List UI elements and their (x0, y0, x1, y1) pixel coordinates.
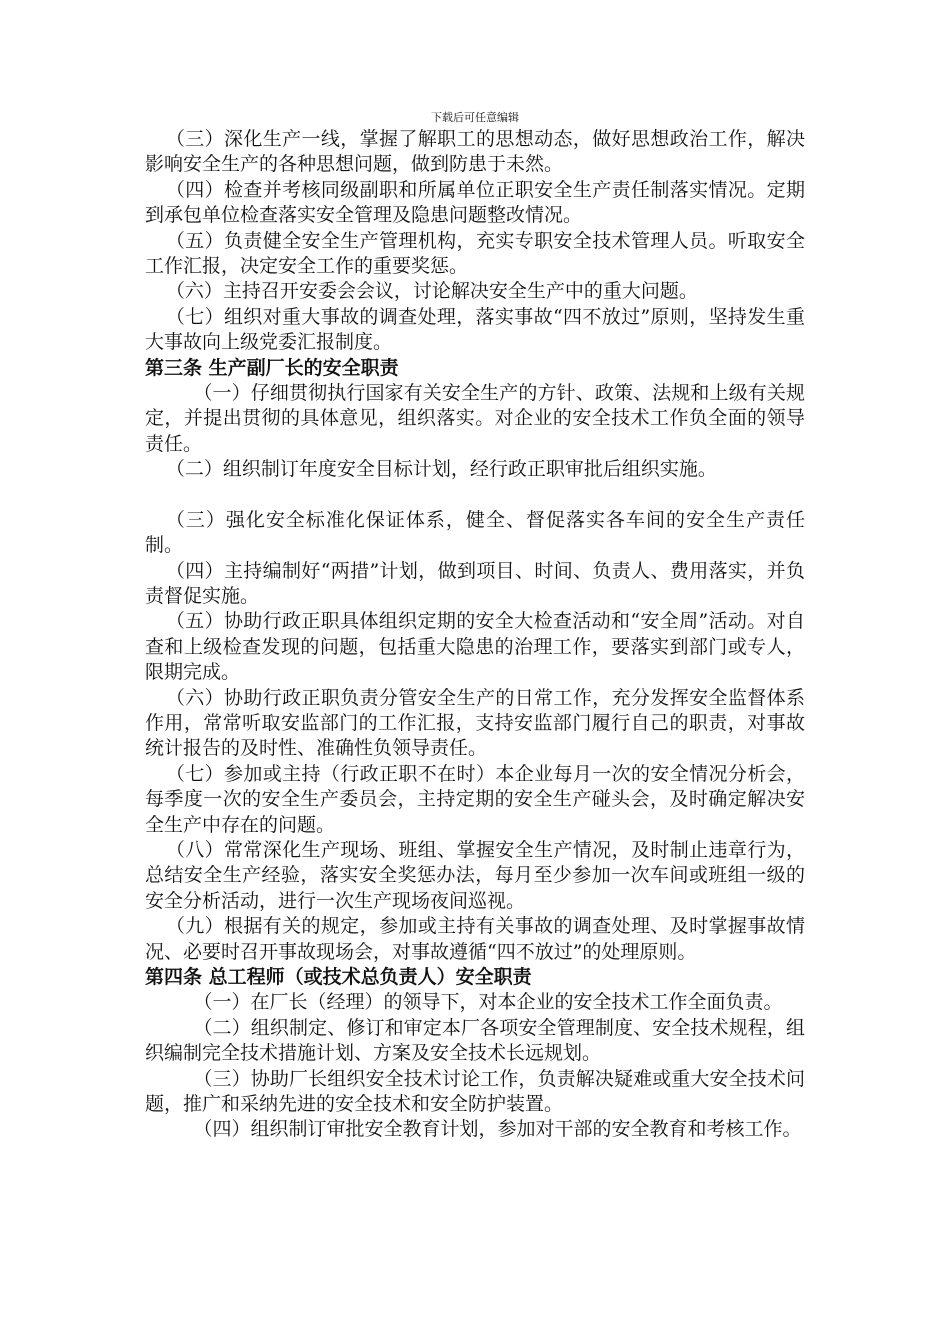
paragraph-4-4: （四）组织制订审批安全教育计划，参加对干部的安全教育和考核工作。 (193, 1118, 802, 1141)
header-note: 下载后可任意编辑 (431, 111, 519, 124)
paragraph-3-3: （三）强化安全标准化保证体系，健全、督促落实各车间的安全生产责任制。 (145, 508, 805, 557)
paragraph-3-8: （八）常常深化生产现场、班组、掌握安全生产情况，及时制止违章行为，总结安全生产经验，落实安全奖惩办法，每月至少参加一次车间或班组一级的安全分析活动，进行一次生产现场夜间巡视。 (145, 838, 805, 912)
paragraph-4-1: （一）在厂长（经理）的领导下，对本企业的安全技术工作全面负责。 (193, 991, 783, 1014)
paragraph-2-5: （五）负责健全安全生产管理机构，充实专职安全技术管理人员。听取安全工作汇报，决定安全工作的重要奖惩。 (145, 229, 805, 278)
paragraph-4-3: （三）协助厂长组织安全技术讨论工作，负责解决疑难或重大安全技术问题，推广和采纳先进的安全技术和安全防护装置。 (145, 1067, 805, 1116)
paragraph-2-3: （三）深化生产一线，掌握了解职工的思想动态，做好思想政治工作，解决影响安全生产的各种思想问题，做到防患于未然。 (145, 128, 805, 176)
paragraph-3-9: （九）根据有关的规定，参加或主持有关事故的调查处理、及时掌握事故情况、必要时召开事故现场会，对事故遵循“四不放过”的处理原则。 (145, 915, 805, 963)
paragraph-3-1: （一）仔细贯彻执行国家有关安全生产的方针、政策、法规和上级有关规定，并提出贯彻的具体意见，组织落实。对企业的安全技术工作负全面的领导责任。 (145, 382, 805, 455)
paragraph-4-2: （二）组织制定、修订和审定本厂各项安全管理制度、安全技术规程，组织编制完全技术措施计划、方案及安全技术长远规划。 (145, 1016, 805, 1065)
paragraph-2-4: （四）检查并考核同级副职和所属单位正职安全生产责任制落实情况。定期到承包单位检查落实安全管理及隐患问题整改情况。 (145, 178, 805, 227)
paragraph-3-4: （四）主持编制好“两措”计划，做到项目、时间、负责人、费用落实，并负责督促实施。 (145, 559, 805, 607)
paragraph-2-6: （六）主持召开安委会会议，讨论解决安全生产中的重大问题。 (165, 280, 698, 303)
article-4-heading: 第四条 总工程师（或技术总负责人）安全职责 (145, 966, 532, 988)
paragraph-3-2: （二）组织制订年度安全目标计划，经行政正职审批后组织实施。 (165, 458, 717, 481)
paragraph-3-6: （六）协助行政正职负责分管安全生产的日常工作，充分发挥安全监督体系作用，常常听取安监部门的工作汇报，支持安监部门履行自己的职责，对事故统计报告的及时性、准确性负领导责任。 (145, 686, 805, 760)
paragraph-2-7: （七）组织对重大事故的调查处理，落实事故“四不放过”原则，坚持发生重大事故向上级党委汇报制度。 (145, 305, 805, 354)
document-body (145, 127, 805, 1143)
paragraph-3-7: （七）参加或主持（行政正职不在时）本企业每月一次的安全情况分析会，每季度一次的安全生产委员会，主持定期的安全生产碰头会，及时确定解决安全生产中存在的问题。 (145, 762, 805, 836)
article-3-heading: 第三条 生产副厂长的安全职责 (145, 356, 399, 379)
blank-line (145, 483, 805, 508)
paragraph-3-5: （五）协助行政正职具体组织定期的安全大检查活动和“安全周”活动。对自查和上级检查发现的问题，包括重大隐患的治理工作，要落实到部门或专人，限期完成。 (145, 610, 805, 684)
